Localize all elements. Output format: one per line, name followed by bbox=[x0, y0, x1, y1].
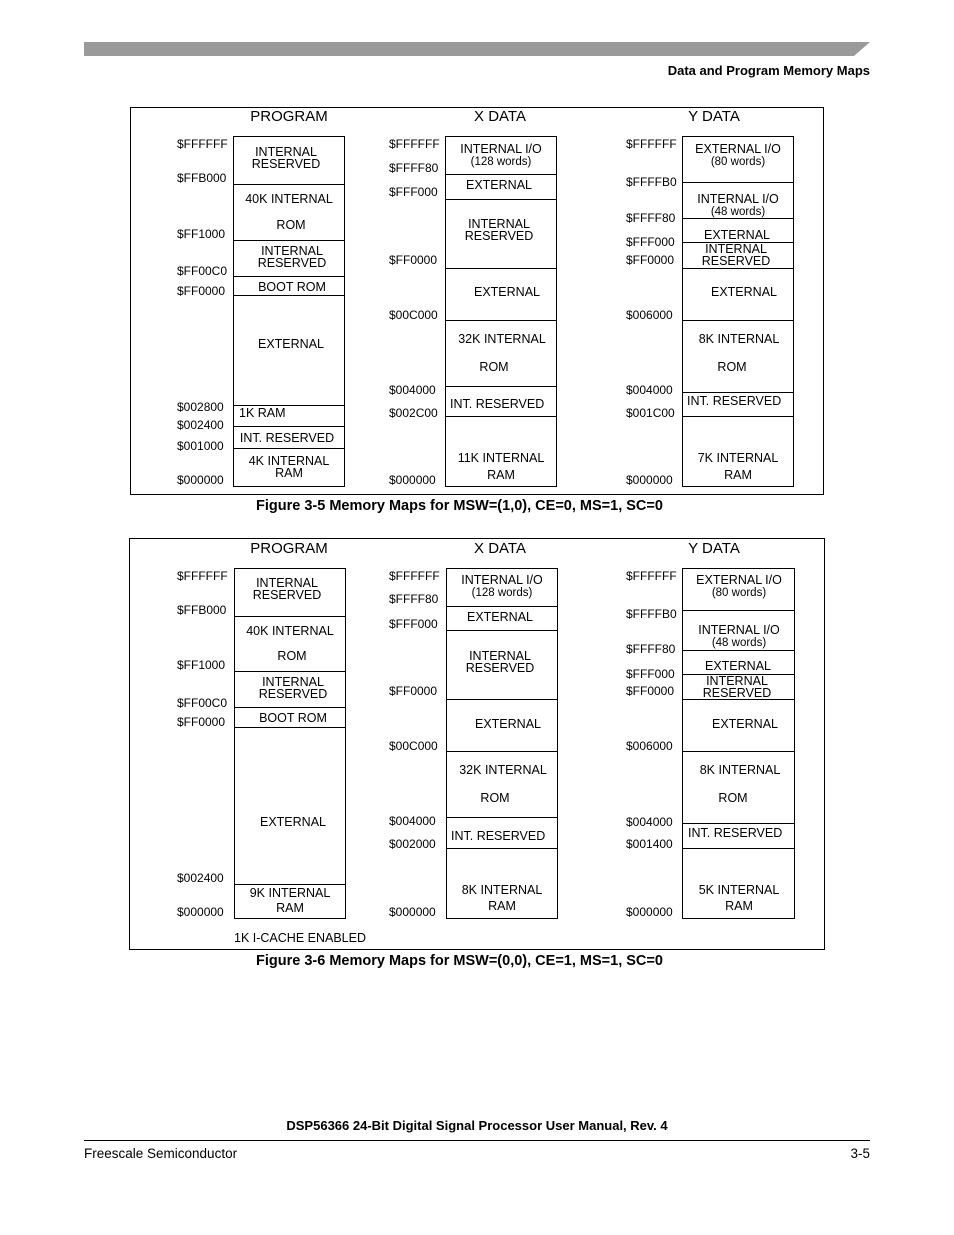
memory-region-label: INTERNAL RESERVED bbox=[252, 576, 322, 602]
fig35-xdata-address: $FFFF80 bbox=[389, 161, 439, 175]
fig36-ydata-address: $FFF000 bbox=[626, 667, 675, 681]
memory-region-label: 1K RAM bbox=[239, 406, 286, 420]
memory-region-label: 40K INTERNAL bbox=[246, 624, 334, 638]
region-divider bbox=[234, 884, 346, 885]
fig36-xdata-address: $FF0000 bbox=[389, 684, 438, 698]
fig36-ydata-address: $FFFFB0 bbox=[626, 607, 677, 621]
region-divider bbox=[682, 320, 794, 321]
memory-region-label: EXTERNAL bbox=[705, 659, 771, 673]
memory-region-label: 32K INTERNAL bbox=[459, 763, 547, 777]
memory-region-label: ROM bbox=[480, 791, 510, 805]
fig36-ydata-address: $FFFFFF bbox=[626, 569, 677, 583]
memory-region-label: 7K INTERNAL bbox=[697, 451, 779, 465]
region-divider bbox=[446, 606, 558, 607]
fig36-xdata-address: $FFFFFF bbox=[389, 569, 440, 583]
memory-region-label: RAM bbox=[725, 899, 753, 913]
region-divider bbox=[233, 240, 345, 241]
region-divider bbox=[682, 268, 794, 269]
fig35-ydata-memory-map bbox=[682, 136, 794, 487]
memory-region-label: INT. RESERVED bbox=[450, 397, 545, 411]
fig36-ydata-address: $006000 bbox=[626, 739, 673, 753]
memory-region-label: 32K INTERNAL bbox=[458, 332, 546, 346]
fig35-ydata-address: $004000 bbox=[626, 383, 673, 397]
fig35-program-address: $002800 bbox=[177, 400, 224, 414]
region-divider bbox=[234, 727, 346, 728]
memory-region-label: EXTERNAL I/O (80 words) bbox=[696, 573, 782, 599]
memory-region-label: INTERNAL RESERVED bbox=[464, 217, 534, 243]
fig36-xdata-address: $000000 bbox=[389, 905, 436, 919]
memory-region-label: RAM bbox=[487, 468, 515, 482]
region-divider bbox=[446, 848, 558, 849]
memory-region-label: INTERNAL I/O (48 words) bbox=[698, 623, 780, 649]
memory-region-label: EXTERNAL bbox=[704, 228, 770, 242]
fig35-xdata-address: $004000 bbox=[389, 383, 436, 397]
memory-region-label: 8K INTERNAL bbox=[698, 332, 780, 346]
fig35-ydata-address: $FFFF80 bbox=[626, 211, 676, 225]
memory-region-label: INT. RESERVED bbox=[451, 829, 546, 843]
fig35-program-address: $002400 bbox=[177, 418, 224, 432]
fig36-ydata-address: $001400 bbox=[626, 837, 673, 851]
memory-region-label: EXTERNAL bbox=[258, 337, 324, 351]
memory-region-label: ROM bbox=[479, 360, 509, 374]
memory-region-label: EXTERNAL bbox=[260, 815, 326, 829]
region-divider bbox=[445, 386, 557, 387]
fig35-ydata-address: $001C00 bbox=[626, 406, 675, 420]
region-divider bbox=[682, 610, 795, 611]
region-divider bbox=[682, 182, 794, 183]
fig35-program-address: $FFFFFF bbox=[177, 137, 228, 151]
fig35-ydata-address: $FFFFFF bbox=[626, 137, 677, 151]
memory-region-label: INTERNAL I/O (48 words) bbox=[697, 192, 779, 218]
fig35-ydata-address: $FFF000 bbox=[626, 235, 675, 249]
fig35-ydata-title: Y DATA bbox=[688, 108, 740, 125]
fig35-xdata-address: $FF0000 bbox=[389, 253, 438, 267]
fig36-program-address: $002400 bbox=[177, 871, 224, 885]
fig36-ydata-address: $FF0000 bbox=[626, 684, 675, 698]
section-title: Data and Program Memory Maps bbox=[667, 63, 870, 78]
memory-region-label: ROM bbox=[717, 360, 747, 374]
fig36-ydata-address: $FFFF80 bbox=[626, 642, 676, 656]
fig35-ydata-address: $FF0000 bbox=[626, 253, 675, 267]
fig36-program-address: $000000 bbox=[177, 905, 224, 919]
memory-region-label: INTERNAL RESERVED bbox=[258, 675, 328, 701]
region-divider bbox=[682, 751, 795, 752]
region-divider bbox=[446, 699, 558, 700]
memory-region-label: RAM bbox=[276, 901, 304, 915]
fig36-program-memory-map bbox=[234, 568, 346, 919]
memory-region-label: INTERNAL I/O (128 words) bbox=[461, 573, 543, 599]
region-divider bbox=[682, 823, 795, 824]
figure-3-5-caption: Figure 3-5 Memory Maps for MSW=(1,0), CE=0, MS=1, SC=0 bbox=[256, 498, 663, 514]
region-divider bbox=[234, 616, 346, 617]
region-divider bbox=[233, 276, 345, 277]
fig35-program-address: $FF00C0 bbox=[177, 264, 228, 278]
memory-region-label: 11K INTERNAL bbox=[457, 451, 545, 465]
memory-region-label: 40K INTERNAL bbox=[245, 192, 333, 206]
region-divider bbox=[233, 184, 345, 185]
fig35-program-address: $FF1000 bbox=[177, 227, 226, 241]
fig36-xdata-address: $002000 bbox=[389, 837, 436, 851]
fig35-program-address: $001000 bbox=[177, 439, 224, 453]
memory-region-label: INTERNAL RESERVED bbox=[702, 674, 772, 700]
region-divider bbox=[445, 320, 557, 321]
memory-region-label: BOOT ROM bbox=[259, 711, 327, 725]
region-divider bbox=[682, 218, 794, 219]
region-divider bbox=[446, 817, 558, 818]
memory-region-label: EXTERNAL bbox=[467, 610, 533, 624]
memory-region-label: EXTERNAL bbox=[711, 285, 777, 299]
memory-region-label: ROM bbox=[276, 218, 306, 232]
memory-region-label: INTERNAL RESERVED bbox=[465, 649, 535, 675]
company-name: Freescale Semiconductor bbox=[84, 1146, 238, 1161]
region-divider bbox=[445, 268, 557, 269]
memory-region-label: RAM bbox=[488, 899, 516, 913]
region-divider bbox=[445, 416, 557, 417]
region-divider bbox=[682, 392, 794, 393]
region-divider bbox=[233, 426, 345, 427]
fig36-ydata-title: Y DATA bbox=[688, 540, 740, 557]
figure-3-6-caption: Figure 3-6 Memory Maps for MSW=(0,0), CE=1, MS=1, SC=0 bbox=[256, 953, 663, 969]
region-divider bbox=[445, 174, 557, 175]
memory-region-label: INTERNAL RESERVED bbox=[251, 145, 321, 171]
memory-region-label: 8K INTERNAL bbox=[461, 883, 543, 897]
fig36-program-address: $FF0000 bbox=[177, 715, 226, 729]
memory-region-label: EXTERNAL bbox=[474, 285, 540, 299]
fig35-xdata-address: $002C00 bbox=[389, 406, 438, 420]
region-divider bbox=[233, 295, 345, 296]
memory-region-label: EXTERNAL bbox=[712, 717, 778, 731]
fig36-ydata-address: $004000 bbox=[626, 815, 673, 829]
memory-region-label: 5K INTERNAL bbox=[698, 883, 780, 897]
fig36-program-address: $FFFFFF bbox=[177, 569, 228, 583]
header-bar bbox=[84, 42, 870, 56]
memory-region-label: INTERNAL RESERVED bbox=[257, 244, 327, 270]
memory-region-label: INT. RESERVED bbox=[688, 826, 783, 840]
memory-region-label: EXTERNAL bbox=[466, 178, 532, 192]
fig36-xdata-address: $00C000 bbox=[389, 739, 438, 753]
fig36-xdata-title: X DATA bbox=[474, 540, 526, 557]
fig36-program-address: $FFB000 bbox=[177, 603, 227, 617]
fig36-program-address: $FF1000 bbox=[177, 658, 226, 672]
region-divider bbox=[682, 848, 795, 849]
fig36-ydata-address: $000000 bbox=[626, 905, 673, 919]
memory-region-label: 9K INTERNAL bbox=[249, 886, 331, 900]
memory-region-label: RAM bbox=[724, 468, 752, 482]
region-divider bbox=[234, 707, 346, 708]
memory-region-label: INTERNAL RESERVED bbox=[701, 242, 771, 268]
fig35-ydata-address: $006000 bbox=[626, 308, 673, 322]
fig35-program-title: PROGRAM bbox=[250, 108, 328, 125]
fig35-ydata-address: $000000 bbox=[626, 473, 673, 487]
region-divider bbox=[682, 416, 794, 417]
memory-region-label: 8K INTERNAL bbox=[699, 763, 781, 777]
fig35-ydata-address: $FFFFB0 bbox=[626, 175, 677, 189]
region-divider bbox=[445, 199, 557, 200]
fig36-program-title: PROGRAM bbox=[250, 540, 328, 557]
region-divider bbox=[233, 448, 345, 449]
region-divider bbox=[446, 630, 558, 631]
manual-title: DSP56366 24-Bit Digital Signal Processor User Manual, Rev. 4 bbox=[286, 1118, 668, 1133]
region-divider bbox=[446, 751, 558, 752]
fig36-xdata-address: $004000 bbox=[389, 814, 436, 828]
fig35-program-address: $000000 bbox=[177, 473, 224, 487]
page-number: 3-5 bbox=[850, 1146, 870, 1161]
memory-region-label: EXTERNAL I/O (80 words) bbox=[695, 142, 781, 168]
memory-region-label: INT. RESERVED bbox=[687, 394, 782, 408]
memory-region-label: INT. RESERVED bbox=[239, 431, 335, 445]
fig35-program-address: $FFB000 bbox=[177, 171, 227, 185]
fig35-xdata-title: X DATA bbox=[474, 108, 526, 125]
fig36-ydata-memory-map bbox=[682, 568, 795, 919]
fig36-xdata-address: $FFF000 bbox=[389, 617, 438, 631]
fig35-program-address: $FF0000 bbox=[177, 284, 226, 298]
icache-note: 1K I-CACHE ENABLED bbox=[234, 931, 366, 945]
memory-region-label: ROM bbox=[718, 791, 748, 805]
memory-region-label: BOOT ROM bbox=[258, 280, 326, 294]
fig35-xdata-address: $FFFFFF bbox=[389, 137, 440, 151]
memory-region-label: ROM bbox=[277, 649, 307, 663]
region-divider bbox=[682, 650, 795, 651]
region-divider bbox=[234, 671, 346, 672]
footer-divider bbox=[84, 1140, 870, 1141]
memory-region-label: 4K INTERNAL RAM bbox=[248, 454, 330, 480]
fig35-xdata-address: $000000 bbox=[389, 473, 436, 487]
fig36-program-address: $FF00C0 bbox=[177, 696, 228, 710]
fig36-xdata-address: $FFFF80 bbox=[389, 592, 439, 606]
fig35-xdata-address: $00C000 bbox=[389, 308, 438, 322]
memory-region-label: EXTERNAL bbox=[475, 717, 541, 731]
fig35-xdata-address: $FFF000 bbox=[389, 185, 438, 199]
memory-region-label: INTERNAL I/O (128 words) bbox=[460, 142, 542, 168]
